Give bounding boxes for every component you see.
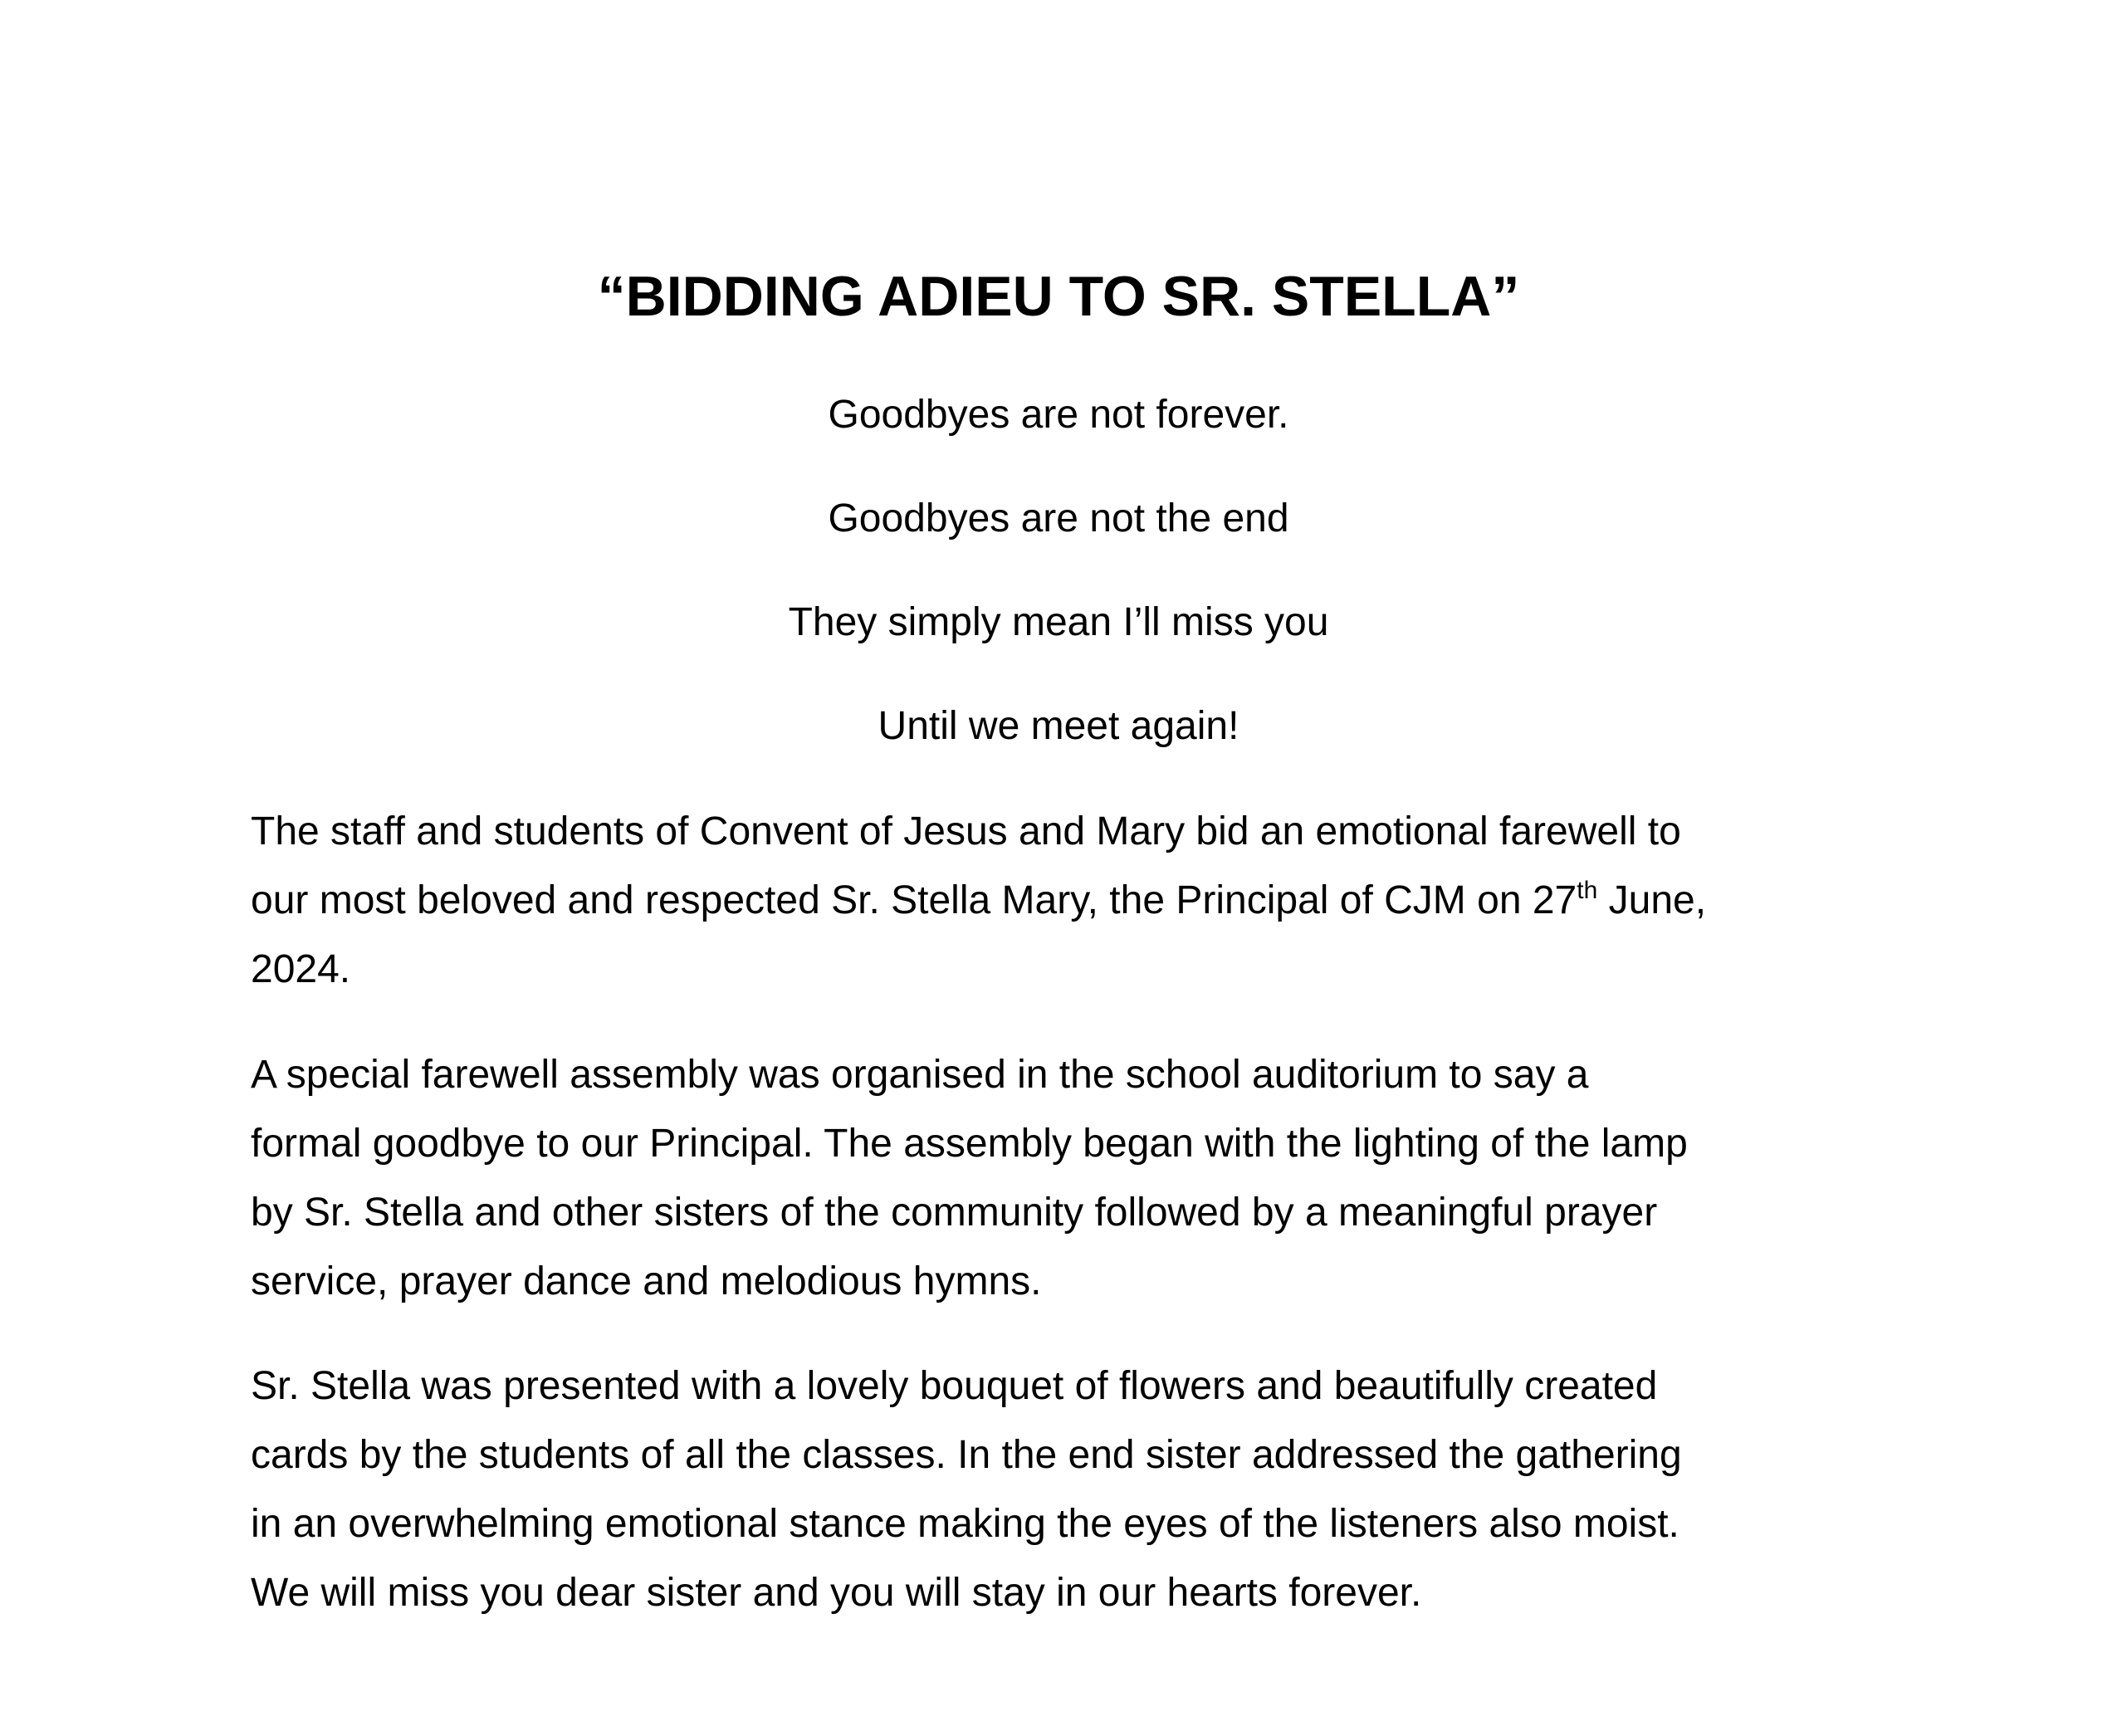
poem-line: Goodbyes are not forever. (828, 393, 1289, 437)
paragraph-line: We will miss you dear sister and you will stay in our hearts forever. (251, 1571, 1422, 1615)
paragraph-line: Sr. Stella was presented with a lovely bouquet of flowers and beautifully created (251, 1364, 1658, 1408)
poem-line: Goodbyes are not the end (828, 496, 1289, 540)
paragraph-line: The staff and students of Convent of Jesus and Mary bid an emotional farewell to (251, 809, 1681, 853)
page-title: “BIDDING ADIEU TO SR. STELLA” (597, 265, 1520, 328)
paragraph-line: A special farewell assembly was organised in the school auditorium to say a (251, 1053, 1589, 1097)
paragraph-line (251, 866, 1903, 935)
paragraph-assembly (251, 1040, 1903, 1316)
paragraph-line: by Sr. Stella and other sisters of the community followed by a meaningful prayer (251, 1191, 1658, 1235)
poem-line: They simply mean I’ll miss you (788, 600, 1329, 644)
poem-line: Until we meet again! (878, 704, 1239, 748)
paragraph-line: in an overwhelming emotional stance making the eyes of the listeners also moist. (251, 1502, 1679, 1546)
paragraph-line: cards by the students of all the classes. In the end sister addressed the gathering (251, 1433, 1682, 1477)
text-segment: our most beloved and respected Sr. Stella Mary, the Principal of CJM on 27 (251, 878, 1577, 922)
paragraph-farewell-intro (251, 797, 1903, 1004)
paragraph-presentation (251, 1352, 1903, 1627)
paragraph-line: 2024. (251, 947, 351, 991)
text-segment: June, (1597, 878, 1707, 922)
paragraph-line: service, prayer dance and melodious hymns. (251, 1259, 1042, 1303)
ordinal-suffix: th (1577, 877, 1598, 904)
paragraph-line: formal goodbye to our Principal. The assembly began with the lighting of the lamp (251, 1122, 1688, 1166)
